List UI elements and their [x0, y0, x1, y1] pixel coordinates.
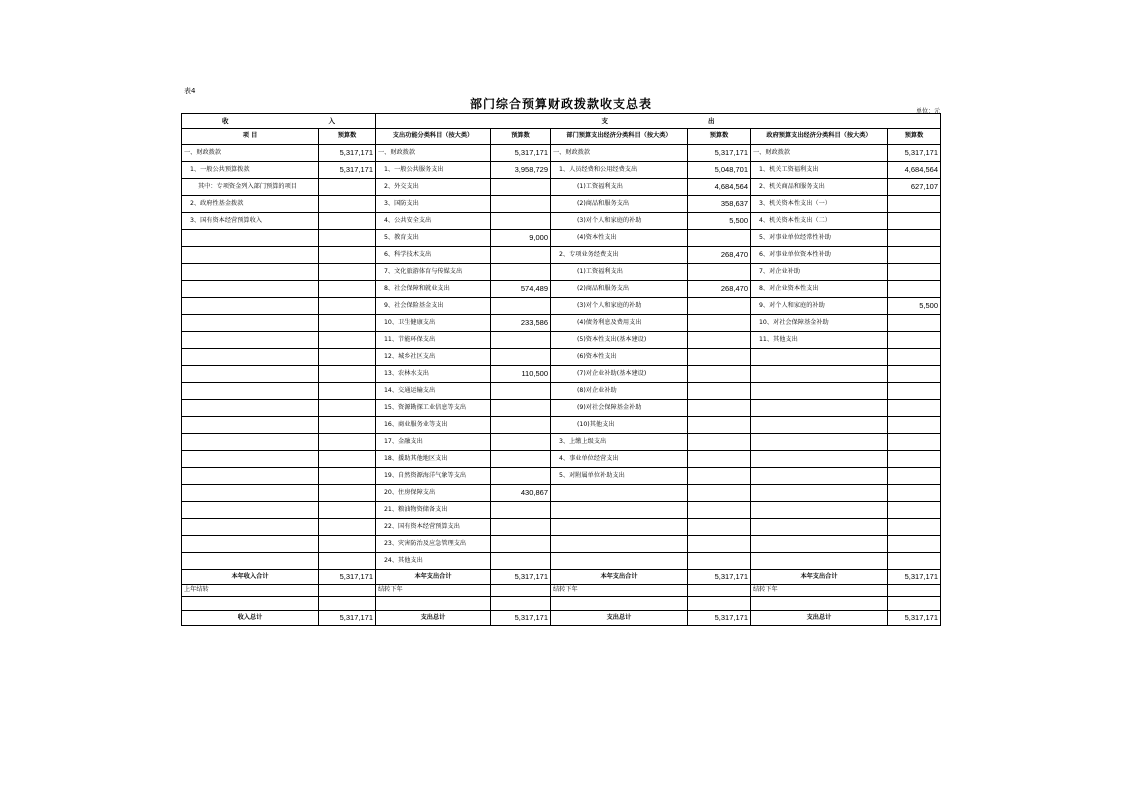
grand-gov-value: 5,317,171	[888, 611, 941, 626]
row-label: (5)资本性支出(基本建设)	[551, 332, 688, 349]
row-value: 430,867	[491, 485, 551, 502]
section-header-row	[182, 114, 941, 129]
row-value	[688, 298, 751, 315]
row-label: 7、文化旅游体育与传媒支出	[376, 264, 491, 281]
table-row	[182, 247, 941, 264]
row-value	[319, 519, 376, 536]
table-label: 表4	[184, 87, 196, 95]
row-value	[319, 536, 376, 553]
row-label: 11、其他支出	[751, 332, 888, 349]
row-value	[491, 451, 551, 468]
row-value	[491, 536, 551, 553]
header-budget: 预算数	[688, 129, 751, 145]
row-label: 1、人员经费和公用经费支出	[551, 162, 688, 179]
row-value: 574,489	[491, 281, 551, 298]
row-value	[319, 230, 376, 247]
row-label: 5、对附属单位补助支出	[551, 468, 688, 485]
row-value	[888, 417, 941, 434]
row-label	[751, 451, 888, 468]
row-label	[551, 519, 688, 536]
row-label: 12、城乡社区支出	[376, 349, 491, 366]
table-row	[182, 366, 941, 383]
header-item: 项 目	[182, 129, 319, 145]
row-label: 一、财政拨款	[551, 145, 688, 162]
table-row	[182, 315, 941, 332]
row-value	[888, 247, 941, 264]
row-label: (2)商品和服务支出	[551, 196, 688, 213]
row-label: 13、农林水支出	[376, 366, 491, 383]
row-value: 4,684,564	[688, 179, 751, 196]
row-label: 8、社会保障和就业支出	[376, 281, 491, 298]
row-value	[688, 332, 751, 349]
row-value	[888, 502, 941, 519]
grand-func-value: 5,317,171	[491, 611, 551, 626]
row-value	[491, 502, 551, 519]
row-value: 5,317,171	[491, 145, 551, 162]
year-func-value: 5,317,171	[491, 570, 551, 585]
year-expense-label: 本年支出合计	[551, 570, 688, 585]
row-value	[888, 315, 941, 332]
row-value	[888, 264, 941, 281]
row-value	[491, 247, 551, 264]
row-label: (3)对个人和家庭的补助	[551, 298, 688, 315]
row-label: 一、财政拨款	[751, 145, 888, 162]
row-label: (1)工资福利支出	[551, 179, 688, 196]
table-row	[182, 298, 941, 315]
cell	[319, 585, 376, 597]
row-label	[751, 400, 888, 417]
row-label	[551, 485, 688, 502]
row-value	[319, 315, 376, 332]
row-value	[319, 400, 376, 417]
row-value	[688, 519, 751, 536]
row-label	[551, 553, 688, 570]
year-gov-value: 5,317,171	[888, 570, 941, 585]
row-label	[182, 468, 319, 485]
row-label: 24、其他支出	[376, 553, 491, 570]
row-value	[888, 519, 941, 536]
row-label: 3、上缴上级支出	[551, 434, 688, 451]
row-value: 627,107	[888, 179, 941, 196]
grand-expense-label: 支出总计	[376, 611, 491, 626]
row-label: 19、自然资源海洋气象等支出	[376, 468, 491, 485]
row-label	[751, 417, 888, 434]
row-value	[319, 298, 376, 315]
row-value	[688, 485, 751, 502]
row-label: 6、科学技术支出	[376, 247, 491, 264]
row-value	[319, 383, 376, 400]
row-value	[491, 383, 551, 400]
row-label: 11、节能环保支出	[376, 332, 491, 349]
row-value	[319, 332, 376, 349]
row-label: 2、专项业务经费支出	[551, 247, 688, 264]
row-label	[182, 485, 319, 502]
row-value	[491, 332, 551, 349]
row-label	[182, 400, 319, 417]
row-label	[551, 502, 688, 519]
row-value	[888, 332, 941, 349]
row-value	[888, 434, 941, 451]
row-label	[182, 417, 319, 434]
row-value	[319, 451, 376, 468]
table-row	[182, 485, 941, 502]
grand-total-row	[182, 611, 941, 626]
row-label: 一、财政拨款	[182, 145, 319, 162]
row-label	[182, 383, 319, 400]
row-value	[491, 179, 551, 196]
header-func-class: 支出功能分类科目（按大类）	[376, 129, 491, 145]
row-value	[491, 196, 551, 213]
row-label	[182, 315, 319, 332]
row-value	[491, 298, 551, 315]
unit-label: 单位：元	[915, 108, 940, 115]
row-value	[888, 349, 941, 366]
row-value	[888, 366, 941, 383]
row-value: 5,317,171	[319, 145, 376, 162]
next-year-carry-label: 结转下年	[551, 585, 688, 597]
row-value	[319, 213, 376, 230]
row-label: 2、外交支出	[376, 179, 491, 196]
budget-table	[181, 113, 941, 626]
row-value	[888, 213, 941, 230]
row-label	[182, 434, 319, 451]
row-value	[319, 179, 376, 196]
row-label: 其中：专项资金列入部门预算的项目	[182, 179, 319, 196]
row-label: 22、国有资本经营预算支出	[376, 519, 491, 536]
table-row	[182, 417, 941, 434]
row-label	[751, 536, 888, 553]
table-row	[182, 332, 941, 349]
year-income-value: 5,317,171	[319, 570, 376, 585]
row-value	[888, 536, 941, 553]
row-value	[688, 502, 751, 519]
row-value	[491, 553, 551, 570]
row-label: 15、资源勘探工业信息等支出	[376, 400, 491, 417]
row-value	[319, 281, 376, 298]
row-value: 5,317,171	[319, 162, 376, 179]
next-year-carry-label: 结转下年	[376, 585, 491, 597]
row-label	[182, 230, 319, 247]
row-value	[319, 196, 376, 213]
income-section-header: 收 入	[182, 114, 376, 129]
cell	[888, 585, 941, 597]
cell	[688, 585, 751, 597]
grand-expense-label: 支出总计	[551, 611, 688, 626]
next-year-carry-label: 结转下年	[751, 585, 888, 597]
header-budget: 预算数	[888, 129, 941, 145]
table-row	[182, 536, 941, 553]
row-label: 2、政府性基金拨款	[182, 196, 319, 213]
row-label	[751, 468, 888, 485]
table-row	[182, 349, 941, 366]
row-label: 10、卫生健康支出	[376, 315, 491, 332]
row-label: 9、对个人和家庭的补助	[751, 298, 888, 315]
table-row	[182, 213, 941, 230]
row-label: 18、援助其他地区支出	[376, 451, 491, 468]
row-label: 4、事业单位经营支出	[551, 451, 688, 468]
row-value: 110,500	[491, 366, 551, 383]
year-expense-label: 本年支出合计	[751, 570, 888, 585]
row-value	[888, 196, 941, 213]
row-value	[319, 485, 376, 502]
grand-dept-value: 5,317,171	[688, 611, 751, 626]
row-value	[688, 468, 751, 485]
row-value: 5,500	[688, 213, 751, 230]
row-value	[688, 451, 751, 468]
column-header-row	[182, 129, 941, 145]
year-total-row	[182, 570, 941, 585]
row-value: 268,470	[688, 247, 751, 264]
row-label	[751, 383, 888, 400]
row-label: (6)资本性支出	[551, 349, 688, 366]
row-label	[751, 485, 888, 502]
row-label	[182, 536, 319, 553]
row-label: 3、国有资本经营预算收入	[182, 213, 319, 230]
grand-income-label: 收入总计	[182, 611, 319, 626]
row-value: 268,470	[688, 281, 751, 298]
row-value	[888, 281, 941, 298]
row-value: 5,500	[888, 298, 941, 315]
row-label	[751, 502, 888, 519]
table-row	[182, 145, 941, 162]
row-label: 7、对企业补助	[751, 264, 888, 281]
header-dept-econ: 部门预算支出经济分类科目（按大类）	[551, 129, 688, 145]
prev-year-carry-label: 上年结转	[182, 585, 319, 597]
table-row	[182, 468, 941, 485]
row-value	[688, 434, 751, 451]
table-row	[182, 264, 941, 281]
row-value	[319, 247, 376, 264]
row-value	[319, 349, 376, 366]
row-value	[319, 417, 376, 434]
row-label: 3、机关资本性支出（一）	[751, 196, 888, 213]
row-label	[182, 332, 319, 349]
row-value	[491, 468, 551, 485]
year-dept-value: 5,317,171	[688, 570, 751, 585]
row-label: (10)其他支出	[551, 417, 688, 434]
row-value	[888, 468, 941, 485]
row-label: 9、社会保险基金支出	[376, 298, 491, 315]
header-gov-econ: 政府预算支出经济分类科目（按大类）	[751, 129, 888, 145]
row-label: 10、对社会保障基金补助	[751, 315, 888, 332]
row-value	[319, 366, 376, 383]
row-label: 21、粮油物资储备支出	[376, 502, 491, 519]
row-value: 358,637	[688, 196, 751, 213]
row-label	[751, 519, 888, 536]
grand-income-value: 5,317,171	[319, 611, 376, 626]
table-row	[182, 434, 941, 451]
row-value	[888, 451, 941, 468]
table-row	[182, 502, 941, 519]
row-label: 一、财政拨款	[376, 145, 491, 162]
row-label: (3)对个人和家庭的补助	[551, 213, 688, 230]
row-value	[888, 400, 941, 417]
row-label	[182, 451, 319, 468]
year-income-label: 本年收入合计	[182, 570, 319, 585]
row-value	[688, 230, 751, 247]
row-value: 9,000	[491, 230, 551, 247]
row-value: 3,958,729	[491, 162, 551, 179]
row-label: 16、商业服务业等支出	[376, 417, 491, 434]
expense-section-header: 支 出	[376, 114, 941, 129]
row-label: 1、机关工资福利支出	[751, 162, 888, 179]
row-value	[888, 230, 941, 247]
row-label	[182, 519, 319, 536]
row-label	[751, 553, 888, 570]
row-label: 6、对事业单位资本性补助	[751, 247, 888, 264]
row-label	[551, 536, 688, 553]
row-label: 4、公共安全支出	[376, 213, 491, 230]
row-label: 5、对事业单位经常性补助	[751, 230, 888, 247]
header-budget: 预算数	[491, 129, 551, 145]
row-value	[491, 417, 551, 434]
table-row	[182, 400, 941, 417]
row-value	[888, 383, 941, 400]
row-label	[182, 349, 319, 366]
row-label	[751, 366, 888, 383]
table-row	[182, 230, 941, 247]
row-value	[688, 383, 751, 400]
row-value	[688, 315, 751, 332]
row-value	[319, 468, 376, 485]
row-value	[319, 502, 376, 519]
row-label	[182, 366, 319, 383]
year-expense-label: 本年支出合计	[376, 570, 491, 585]
row-value: 5,317,171	[888, 145, 941, 162]
row-value	[491, 213, 551, 230]
row-label	[182, 298, 319, 315]
row-label: 5、教育支出	[376, 230, 491, 247]
row-label	[182, 247, 319, 264]
row-value: 5,048,701	[688, 162, 751, 179]
table-row	[182, 196, 941, 213]
row-value	[491, 519, 551, 536]
row-label: (1)工资福利支出	[551, 264, 688, 281]
row-value	[491, 400, 551, 417]
row-value	[688, 349, 751, 366]
row-label	[751, 434, 888, 451]
row-value	[688, 417, 751, 434]
row-value	[319, 434, 376, 451]
row-value: 5,317,171	[688, 145, 751, 162]
cell	[491, 585, 551, 597]
row-value: 233,586	[491, 315, 551, 332]
table-row	[182, 162, 941, 179]
row-label: 20、住房保障支出	[376, 485, 491, 502]
row-label	[182, 502, 319, 519]
row-label: 17、金融支出	[376, 434, 491, 451]
row-label: (8)对企业补助	[551, 383, 688, 400]
row-label: 3、国防支出	[376, 196, 491, 213]
table-row	[182, 383, 941, 400]
header-budget: 预算数	[319, 129, 376, 145]
row-value	[688, 264, 751, 281]
row-value: 4,684,564	[888, 162, 941, 179]
carry-row	[182, 585, 941, 597]
row-value	[688, 536, 751, 553]
row-label	[182, 281, 319, 298]
row-label: 8、对企业资本性支出	[751, 281, 888, 298]
row-label: (4)资本性支出	[551, 230, 688, 247]
row-label: (4)债务利息及费用支出	[551, 315, 688, 332]
table-row	[182, 451, 941, 468]
row-value	[688, 553, 751, 570]
row-value	[688, 400, 751, 417]
table-row	[182, 281, 941, 298]
row-value	[491, 264, 551, 281]
row-label: 1、一般公共服务支出	[376, 162, 491, 179]
row-value	[888, 553, 941, 570]
row-label: 1、一般公共预算拨款	[182, 162, 319, 179]
row-value	[319, 553, 376, 570]
row-label: 23、灾害防治及应急管理支出	[376, 536, 491, 553]
row-label: (9)对社会保障基金补助	[551, 400, 688, 417]
row-label	[751, 349, 888, 366]
table-row	[182, 553, 941, 570]
row-value	[491, 349, 551, 366]
row-value	[491, 434, 551, 451]
blank-row	[182, 597, 941, 611]
page-title: 部门综合预算财政拨款收支总表	[469, 97, 652, 111]
row-value	[888, 485, 941, 502]
row-label: (2)商品和服务支出	[551, 281, 688, 298]
row-value	[688, 366, 751, 383]
table-row	[182, 519, 941, 536]
row-value	[319, 264, 376, 281]
row-label: 14、交通运输支出	[376, 383, 491, 400]
table-row	[182, 179, 941, 196]
row-label	[182, 553, 319, 570]
row-label: 2、机关商品和服务支出	[751, 179, 888, 196]
grand-expense-label: 支出总计	[751, 611, 888, 626]
row-label	[182, 264, 319, 281]
row-label: (7)对企业补助(基本建设)	[551, 366, 688, 383]
row-label: 4、机关资本性支出（二）	[751, 213, 888, 230]
